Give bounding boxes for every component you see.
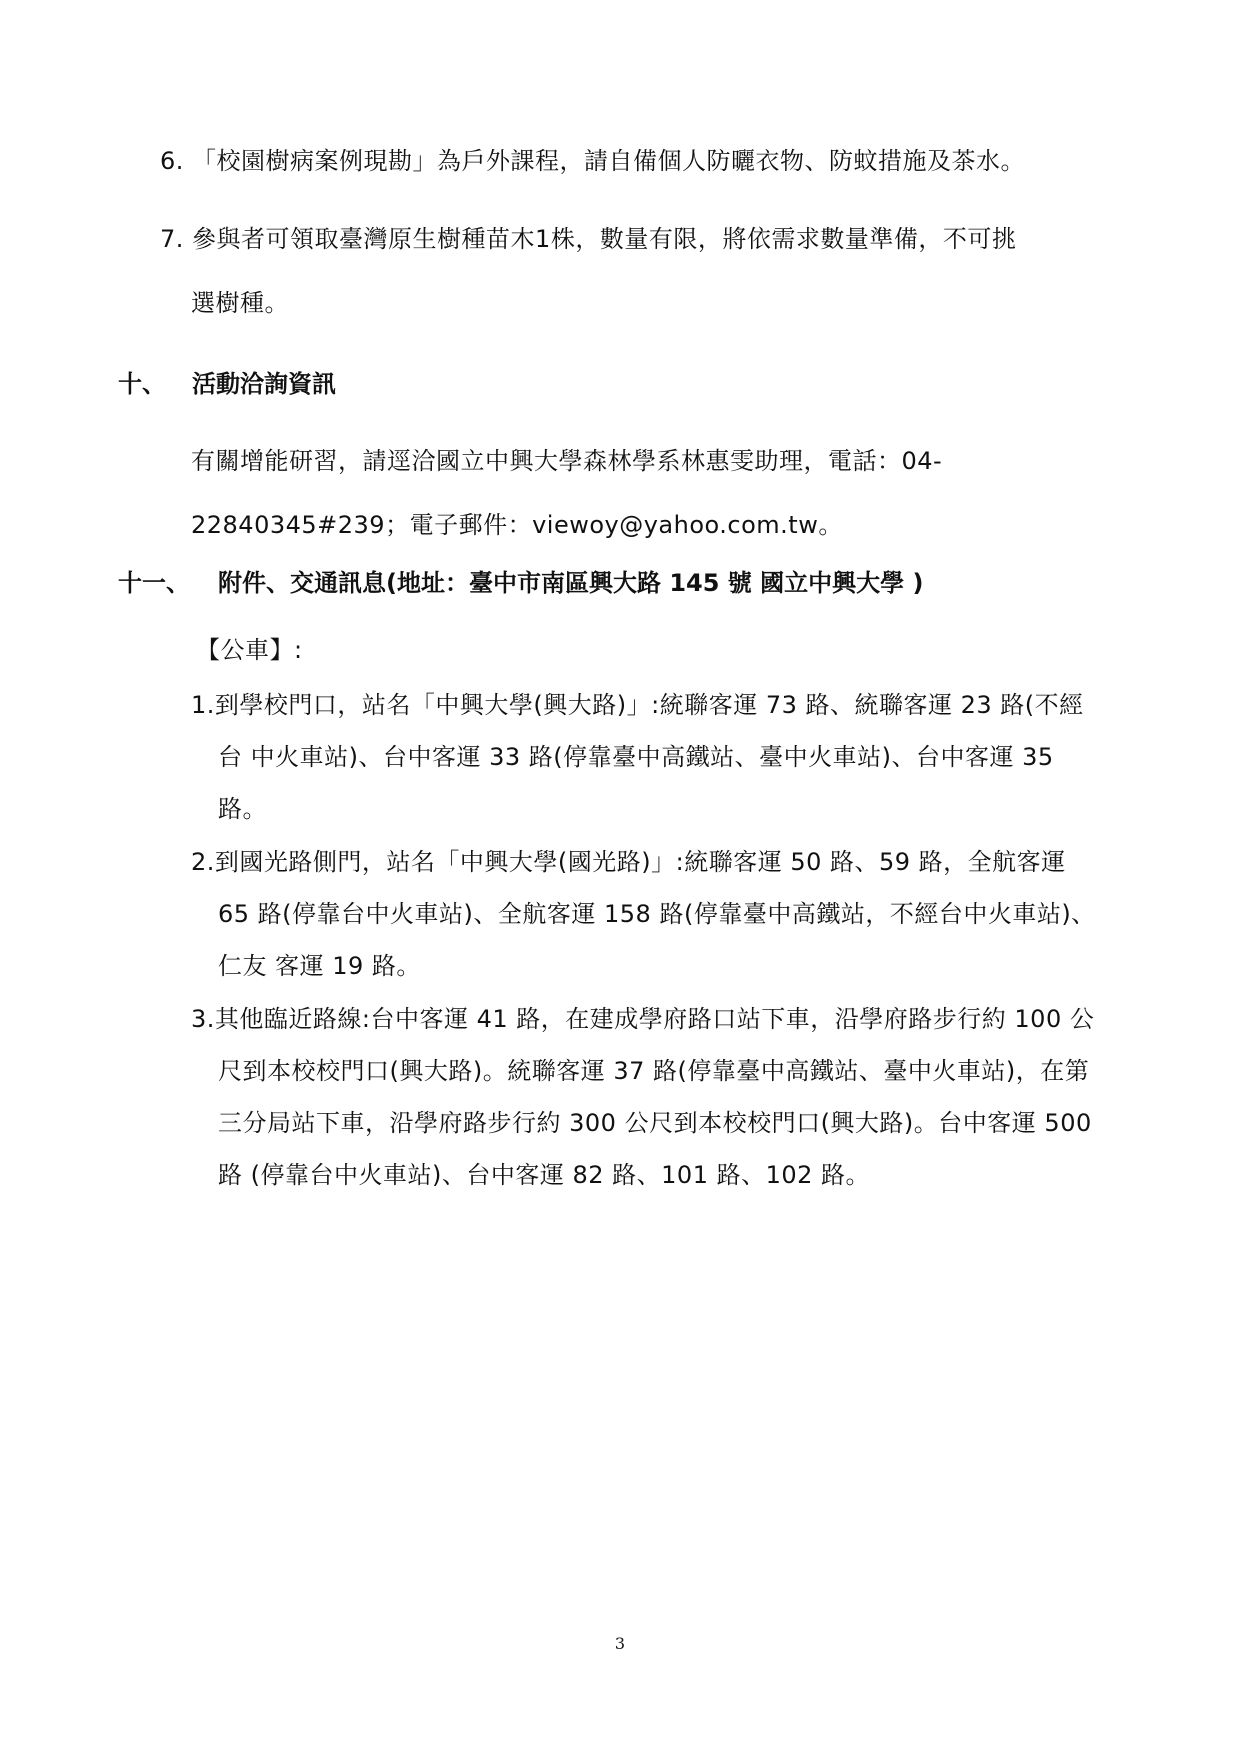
route-3-line4: 路 (停靠台中火車站)、台中客運 82 路、101 路、102 路。	[218, 1161, 871, 1189]
route-2-line2: 65 路(停靠台中火車站)、全航客運 158 路(停靠臺中高鐵站，不經台中火車站)、	[218, 900, 1096, 928]
route-3-line2: 尺到本校校門口(興大路)。統聯客運 37 路(停靠臺中高鐵站、臺中火車站)，在第	[218, 1057, 1090, 1085]
section-10-line2: 22840345#239；電子郵件：viewoy@yahoo.com.tw。	[191, 511, 843, 539]
route-3-line3: 三分局站下車，沿學府路步行約 300 公尺到本校校門口(興大路)。台中客運 500	[218, 1109, 1092, 1137]
section-11-number: 十一、	[118, 569, 190, 597]
page-number: 3	[614, 1634, 626, 1653]
route-2-line1: 2.到國光路側門，站名「中興大學(國光路)」:統聯客運 50 路、59 路，全航客運	[191, 848, 1066, 876]
route-2-line3: 仁友 客運 19 路。	[218, 952, 421, 980]
item-7-line2: 選樹種。	[191, 289, 289, 317]
section-10-number: 十、	[118, 370, 166, 398]
route-1-line3: 路。	[218, 795, 267, 823]
section-10-line1: 有關增能研習，請逕洽國立中興大學森林學系林惠雯助理，電話：04-	[191, 447, 943, 475]
section-11-title: 附件、交通訊息(地址：臺中市南區興大路 145 號 國立中興大學 )	[218, 569, 924, 597]
item-7	[160, 223, 1016, 255]
item-6-text: 「校園樹病案例現勘」為戶外課程，請自備個人防曬衣物、防蚊措施及茶水。	[192, 147, 1026, 175]
item-7-line1: 參與者可領取臺灣原生樹種苗木1株，數量有限，將依需求數量準備，不可挑	[192, 225, 1017, 253]
item-6	[160, 145, 1025, 177]
section-10-title: 活動洽詢資訊	[192, 370, 336, 398]
bus-label: 【公車】:	[196, 636, 303, 664]
route-1-line1: 1.到學校門口，站名「中興大學(興大路)」:統聯客運 73 路、統聯客運 23 路(不經	[191, 691, 1084, 719]
route-3-line1: 3.其他臨近路線:台中客運 41 路，在建成學府路口站下車，沿學府路步行約 100 公	[191, 1005, 1095, 1033]
route-1-line2: 台 中火車站)、台中客運 33 路(停靠臺中高鐵站、臺中火車站)、台中客運 35	[218, 743, 1054, 771]
item-7-number: 7.	[160, 225, 184, 253]
item-6-number: 6.	[160, 147, 184, 175]
